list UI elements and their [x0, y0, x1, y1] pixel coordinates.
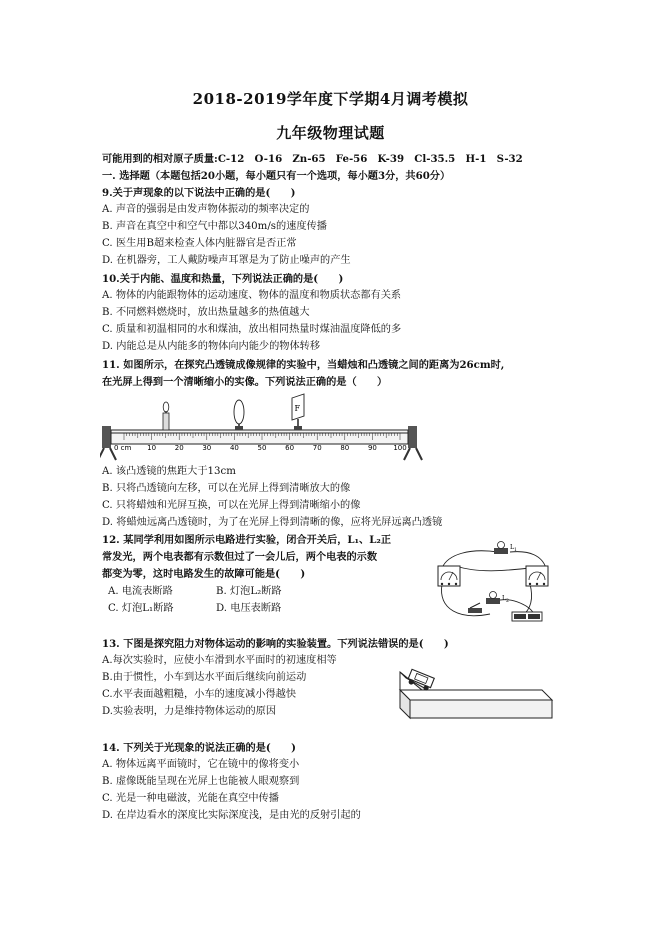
- q9-stem: 9.关于声现象的以下说法中正确的是( ): [102, 187, 296, 199]
- q12-stem-line3: 都变为零，这时电路发生的故障可能是( ): [102, 568, 306, 580]
- bench-unit-label: 0 cm: [114, 444, 132, 452]
- bench-tick-label: 80: [340, 444, 350, 452]
- q9-option-a: A. 声音的强弱是由发声物体振动的频率决定的: [102, 204, 310, 215]
- svg-text:L: L: [510, 544, 514, 551]
- q10-option-a: A. 物体的内能跟物体的运动速度、物体的温度和物质状态都有关系: [102, 290, 402, 301]
- q13-stem: 13. 下图是探究阻力对物体运动的影响的实验装置。下列说法错误的是( ): [102, 638, 449, 650]
- svg-text:L: L: [502, 595, 506, 602]
- q10-option-d: D. 内能总是从内能多的物体向内能少的物体转移: [102, 341, 321, 352]
- q10-option-c: C. 质量和初温相同的水和煤油，放出相同热量时煤油温度降低的多: [102, 324, 402, 335]
- bench-rail: [111, 430, 408, 444]
- q9-option-d: D. 在机器旁，工人戴防噪声耳罩是为了防止噪声的产生: [102, 255, 351, 266]
- bench-left-stand: [102, 426, 111, 448]
- q12-stem-line2: 常发光，两个电表都有示数但过了一会儿后，两个电表的示数: [102, 551, 378, 563]
- bench-tick-label: 30: [202, 444, 212, 452]
- lamp-l1: [494, 542, 517, 555]
- bench-tick-label: 60: [285, 444, 295, 452]
- bench-tick-label: 70: [312, 444, 322, 452]
- bench-tick-label: 90: [367, 444, 377, 452]
- circuit-figure: [430, 540, 560, 630]
- voltmeter: [438, 566, 460, 586]
- lamp-l2: [486, 592, 509, 605]
- q14-stem: 14. 下列关于光现象的说法正确的是( ): [102, 742, 296, 754]
- q11-option-a: A. 该凸透镜的焦距大于13cm: [102, 466, 236, 477]
- svg-text:1: 1: [514, 548, 517, 553]
- page-title: 2018-2019学年度下学期4月调考模拟: [192, 90, 469, 108]
- convex-lens: [234, 400, 244, 430]
- q12-option-c: C. 灯泡L₁断路: [108, 603, 174, 614]
- q11-option-c: C. 只将蜡烛和光屏互换，可以在光屏上得到清晰缩小的像: [102, 500, 361, 511]
- q13-option-c: C.水平表面越粗糙，小车的速度减小得越快: [102, 689, 297, 700]
- bench-tick-label: 10: [147, 444, 157, 452]
- q11-option-b: B. 只将凸透镜向左移，可以在光屏上得到清晰放大的像: [102, 483, 351, 494]
- optical-bench-figure: [100, 392, 430, 464]
- section-heading: 一. 选择题（本题包括20小题，每小题只有一个选项，每小题3分，共60分）: [102, 170, 451, 182]
- q13-option-d: D.实验表明，力是维持物体运动的原因: [102, 706, 277, 717]
- switch: [468, 603, 482, 613]
- q9-option-b: B. 声音在真空中和空气中都以340m/s的速度传播: [102, 221, 327, 232]
- bench-tick-label: 100: [393, 444, 407, 452]
- q10-option-b: B. 不同燃料燃烧时，放出热量越多的热值越大: [102, 307, 310, 318]
- bench-right-stand: [408, 426, 417, 448]
- svg-text:F: F: [294, 404, 301, 413]
- q12-option-d: D. 电压表断路: [216, 603, 282, 614]
- light-screen: [292, 394, 304, 430]
- atomic-masses: 可能用到的相对原子质量:C-12 O-16 Zn-65 Fe-56 K-39 Cl-35.5 H-1 S-32: [102, 153, 523, 165]
- q14-option-d: D. 在岸边看水的深度比实际深度浅，是由光的反射引起的: [102, 810, 361, 821]
- battery: [512, 612, 542, 621]
- q14-option-a: A. 物体远离平面镜时，它在镜中的像将变小: [102, 759, 300, 770]
- q12-option-a: A. 电流表断路: [108, 586, 173, 597]
- bench-tick-label: 40: [229, 444, 239, 452]
- q9-option-c: C. 医生用B超来检查人体内脏器官是否正常: [102, 238, 297, 249]
- q12-stem-line1: 12. 某同学利用如图所示电路进行实验，闭合开关后，L₁、L₂正: [102, 534, 392, 546]
- q12-option-b: B. 灯泡L₂断路: [216, 586, 282, 597]
- q14-option-c: C. 光是一种电磁波，光能在真空中传播: [102, 793, 279, 804]
- q11-option-d: D. 将蜡烛远离凸透镜时，为了在光屏上得到清晰的像，应将光屏远离凸透镜: [102, 517, 443, 528]
- q14-option-b: B. 虚像既能呈现在光屏上也能被人眼观察到: [102, 776, 300, 787]
- ammeter: [526, 566, 548, 586]
- bench-tick-label: 50: [257, 444, 267, 452]
- q10-stem: 10.关于内能、温度和热量，下列说法正确的是( ): [102, 273, 344, 285]
- q11-stem-line1: 11. 如图所示，在探究凸透镜成像规律的实验中，当蜡烛和凸透镜之间的距离为26cm时,: [102, 359, 505, 371]
- candle: [163, 402, 169, 430]
- ramp-cart-figure: [392, 660, 560, 732]
- svg-text:2: 2: [506, 599, 509, 604]
- q11-stem-line2: 在光屏上得到一个清晰缩小的实像。下列说法正确的是（ ）: [102, 376, 388, 388]
- bench-tick-label: 20: [174, 444, 184, 452]
- q13-option-b: B.由于惯性，小车到达水平面后继续向前运动: [102, 672, 307, 683]
- q13-option-a: A.每次实验时，应使小车滑到水平面时的初速度相等: [102, 655, 337, 666]
- page-subtitle: 九年级物理试题: [276, 124, 385, 142]
